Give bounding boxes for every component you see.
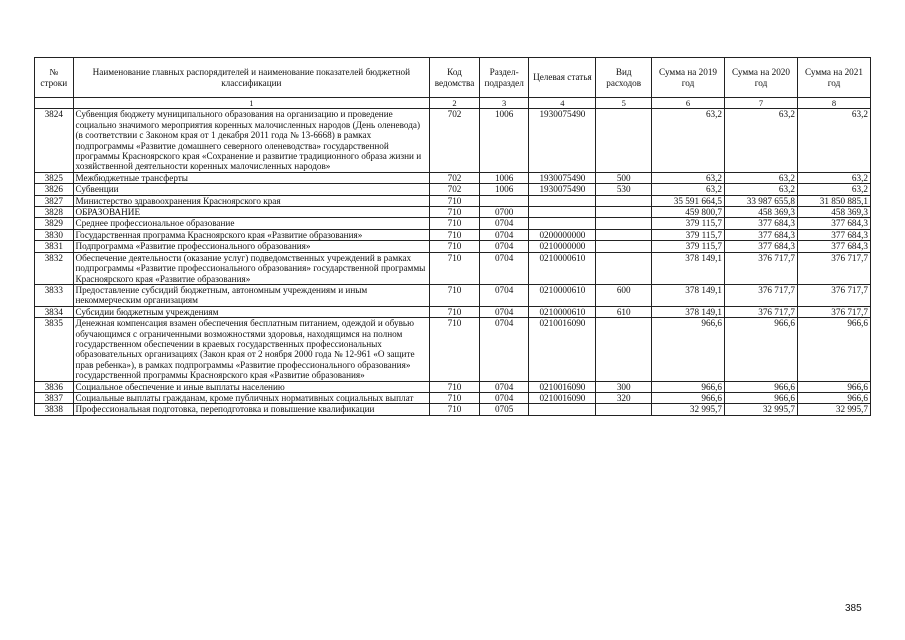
row-sum-2020: 966,6 xyxy=(725,381,798,392)
row-expense-kind xyxy=(596,229,652,240)
row-sum-2019: 379 115,7 xyxy=(652,241,725,252)
table-row xyxy=(35,404,871,415)
table-row xyxy=(35,392,871,403)
row-section: 0704 xyxy=(479,392,529,403)
header-name: Наименование главных распорядителей и наименование показателей бюджетной классификации xyxy=(73,58,430,98)
row-department-code: 710 xyxy=(430,218,480,229)
row-number: 3825 xyxy=(35,172,74,183)
row-section: 1006 xyxy=(479,172,529,183)
row-sum-2021: 63,2 xyxy=(797,172,870,183)
table-body xyxy=(35,109,871,415)
row-department-code: 702 xyxy=(430,172,480,183)
header-sum-2019: Сумма на 2019 год xyxy=(652,58,725,98)
row-expense-kind: 320 xyxy=(596,392,652,403)
row-section: 0704 xyxy=(479,284,529,306)
row-section: 1006 xyxy=(479,184,529,195)
row-sum-2020: 377 684,3 xyxy=(725,241,798,252)
row-name: Субвенции xyxy=(73,184,430,195)
row-name: Подпрограмма «Развитие профессионального образования» xyxy=(73,241,430,252)
row-sum-2020: 376 717,7 xyxy=(725,252,798,284)
row-target-article: 1930075490 xyxy=(529,109,596,172)
row-sum-2019: 63,2 xyxy=(652,172,725,183)
row-number: 3831 xyxy=(35,241,74,252)
row-sum-2019: 378 149,1 xyxy=(652,284,725,306)
row-section: 0700 xyxy=(479,207,529,218)
row-department-code: 710 xyxy=(430,392,480,403)
row-name: Министерство здравоохранения Красноярского края xyxy=(73,195,430,206)
row-name: ОБРАЗОВАНИЕ xyxy=(73,207,430,218)
row-name: Социальные выплаты гражданам, кроме публичных нормативных социальных выплат xyxy=(73,392,430,403)
row-sum-2021: 966,6 xyxy=(797,381,870,392)
row-section: 0705 xyxy=(479,404,529,415)
header-section: Раздел-подраздел xyxy=(479,58,529,98)
row-name: Социальное обеспечение и иные выплаты населению xyxy=(73,381,430,392)
row-sum-2020: 966,6 xyxy=(725,392,798,403)
table-row xyxy=(35,284,871,306)
row-name: Предоставление субсидий бюджетным, автономным учреждениям и иным некоммерческим организациям xyxy=(73,284,430,306)
row-expense-kind xyxy=(596,109,652,172)
row-sum-2019: 379 115,7 xyxy=(652,229,725,240)
row-sum-2020: 966,6 xyxy=(725,318,798,381)
row-department-code: 710 xyxy=(430,252,480,284)
row-department-code: 702 xyxy=(430,184,480,195)
row-sum-2020: 32 995,7 xyxy=(725,404,798,415)
row-section: 0704 xyxy=(479,306,529,317)
header-sum-2020: Сумма на 2020 год xyxy=(725,58,798,98)
row-sum-2019: 32 995,7 xyxy=(652,404,725,415)
row-section: 0704 xyxy=(479,381,529,392)
row-sum-2019: 966,6 xyxy=(652,381,725,392)
row-number: 3828 xyxy=(35,207,74,218)
row-expense-kind: 610 xyxy=(596,306,652,317)
row-target-article: 1930075490 xyxy=(529,184,596,195)
table-row xyxy=(35,195,871,206)
row-target-article xyxy=(529,404,596,415)
table-row xyxy=(35,109,871,172)
row-department-code: 702 xyxy=(430,109,480,172)
table-row xyxy=(35,207,871,218)
row-sum-2021: 966,6 xyxy=(797,318,870,381)
row-sum-2020: 376 717,7 xyxy=(725,306,798,317)
row-sum-2021: 63,2 xyxy=(797,184,870,195)
row-number: 3837 xyxy=(35,392,74,403)
header-row-number: № строки xyxy=(35,58,74,98)
row-sum-2019: 378 149,1 xyxy=(652,306,725,317)
row-sum-2019: 378 149,1 xyxy=(652,252,725,284)
table-row xyxy=(35,218,871,229)
row-name: Денежная компенсация взамен обеспечения бесплатным питанием, одеждой и обувью обучающимся с ограниченными возможностями здоровья, находящимся на полном государственном обеспечении в краевых государственных профессиональных образовательных организациях (Закон края от 2 ноября 2000 года № 12-961 «О защите прав ребенка»), в рамках подпрограммы «Развитие профессионального образования» государственной программы Красноярского края «Развитие образования» xyxy=(73,318,430,381)
row-sum-2019: 35 591 664,5 xyxy=(652,195,725,206)
column-number: 5 xyxy=(596,98,652,109)
table-header-row xyxy=(35,58,871,98)
table-row xyxy=(35,229,871,240)
row-section: 0704 xyxy=(479,241,529,252)
row-expense-kind xyxy=(596,207,652,218)
row-target-article: 0210000610 xyxy=(529,306,596,317)
row-sum-2019: 459 800,7 xyxy=(652,207,725,218)
row-sum-2019: 63,2 xyxy=(652,184,725,195)
row-target-article xyxy=(529,207,596,218)
row-number: 3833 xyxy=(35,284,74,306)
row-number: 3826 xyxy=(35,184,74,195)
row-section xyxy=(479,195,529,206)
row-department-code: 710 xyxy=(430,306,480,317)
row-sum-2021: 377 684,3 xyxy=(797,229,870,240)
row-sum-2019: 966,6 xyxy=(652,392,725,403)
row-target-article xyxy=(529,195,596,206)
row-sum-2021: 377 684,3 xyxy=(797,218,870,229)
row-name: Межбюджетные трансферты xyxy=(73,172,430,183)
row-sum-2021: 31 850 885,1 xyxy=(797,195,870,206)
row-target-article: 0210016090 xyxy=(529,392,596,403)
row-number: 3836 xyxy=(35,381,74,392)
row-number: 3832 xyxy=(35,252,74,284)
row-sum-2021: 376 717,7 xyxy=(797,252,870,284)
row-number: 3829 xyxy=(35,218,74,229)
row-department-code: 710 xyxy=(430,195,480,206)
row-section: 0704 xyxy=(479,229,529,240)
row-sum-2020: 63,2 xyxy=(725,172,798,183)
row-sum-2020: 63,2 xyxy=(725,184,798,195)
row-number: 3827 xyxy=(35,195,74,206)
row-section: 0704 xyxy=(479,318,529,381)
row-expense-kind: 500 xyxy=(596,172,652,183)
row-sum-2021: 376 717,7 xyxy=(797,284,870,306)
row-sum-2020: 377 684,3 xyxy=(725,229,798,240)
header-department-code: Код ведомства xyxy=(430,58,480,98)
row-sum-2020: 377 684,3 xyxy=(725,218,798,229)
column-number xyxy=(35,98,74,109)
column-number: 8 xyxy=(797,98,870,109)
column-number: 4 xyxy=(529,98,596,109)
row-expense-kind xyxy=(596,318,652,381)
table-row xyxy=(35,172,871,183)
header-target-article: Целевая статья xyxy=(529,58,596,98)
row-department-code: 710 xyxy=(430,318,480,381)
row-sum-2021: 966,6 xyxy=(797,392,870,403)
row-number: 3835 xyxy=(35,318,74,381)
row-expense-kind xyxy=(596,241,652,252)
column-number: 1 xyxy=(73,98,430,109)
row-department-code: 710 xyxy=(430,207,480,218)
page-number: 385 xyxy=(845,603,862,614)
row-sum-2021: 32 995,7 xyxy=(797,404,870,415)
row-target-article: 0200000000 xyxy=(529,229,596,240)
row-sum-2020: 63,2 xyxy=(725,109,798,172)
column-number: 6 xyxy=(652,98,725,109)
column-number: 3 xyxy=(479,98,529,109)
row-target-article: 1930075490 xyxy=(529,172,596,183)
row-expense-kind xyxy=(596,404,652,415)
row-sum-2021: 63,2 xyxy=(797,109,870,172)
row-expense-kind: 300 xyxy=(596,381,652,392)
row-expense-kind: 530 xyxy=(596,184,652,195)
row-sum-2019: 63,2 xyxy=(652,109,725,172)
row-target-article: 0210000000 xyxy=(529,241,596,252)
row-sum-2021: 377 684,3 xyxy=(797,241,870,252)
row-name: Государственная программа Красноярского края «Развитие образования» xyxy=(73,229,430,240)
table-row xyxy=(35,381,871,392)
row-section: 0704 xyxy=(479,218,529,229)
row-sum-2021: 458 369,3 xyxy=(797,207,870,218)
table-row xyxy=(35,252,871,284)
row-expense-kind xyxy=(596,252,652,284)
row-department-code: 710 xyxy=(430,404,480,415)
row-sum-2020: 33 987 655,8 xyxy=(725,195,798,206)
row-department-code: 710 xyxy=(430,381,480,392)
row-sum-2019: 379 115,7 xyxy=(652,218,725,229)
row-name: Профессиональная подготовка, переподготовка и повышение квалификации xyxy=(73,404,430,415)
table-row xyxy=(35,241,871,252)
row-sum-2020: 376 717,7 xyxy=(725,284,798,306)
row-name: Субсидии бюджетным учреждениям xyxy=(73,306,430,317)
header-expense-kind: Вид расходов xyxy=(596,58,652,98)
table-row xyxy=(35,184,871,195)
row-number: 3838 xyxy=(35,404,74,415)
row-section: 0704 xyxy=(479,252,529,284)
row-number: 3830 xyxy=(35,229,74,240)
row-name: Субвенция бюджету муниципального образования на организацию и проведение социально значимого мероприятия коренных малочисленных народов (День оленевода) (в соответствии с Законом края от 1 декабря 2011 года № 13-6668) в рамках подпрограммы «Развитие домашнего северного оленеводства» государственной программы Красноярского края «Сохранение и развитие традиционного образа жизни и хозяйственной деятельности коренных малочисленных народов» xyxy=(73,109,430,172)
row-sum-2021: 376 717,7 xyxy=(797,306,870,317)
row-target-article: 0210016090 xyxy=(529,318,596,381)
row-name: Обеспечение деятельности (оказание услуг) подведомственных учреждений в рамках подпрограммы «Развитие профессионального образования» государственной программы Красноярского края «Развитие образования» xyxy=(73,252,430,284)
header-sum-2021: Сумма на 2021 год xyxy=(797,58,870,98)
row-department-code: 710 xyxy=(430,241,480,252)
row-target-article: 0210000610 xyxy=(529,252,596,284)
row-sum-2020: 458 369,3 xyxy=(725,207,798,218)
row-number: 3824 xyxy=(35,109,74,172)
row-target-article: 0210016090 xyxy=(529,381,596,392)
table-row xyxy=(35,306,871,317)
row-department-code: 710 xyxy=(430,229,480,240)
row-target-article: 0210000610 xyxy=(529,284,596,306)
column-number-row xyxy=(35,98,871,109)
row-expense-kind: 600 xyxy=(596,284,652,306)
row-expense-kind xyxy=(596,195,652,206)
table-row xyxy=(35,318,871,381)
row-target-article xyxy=(529,218,596,229)
row-name: Среднее профессиональное образование xyxy=(73,218,430,229)
row-expense-kind xyxy=(596,218,652,229)
row-section: 1006 xyxy=(479,109,529,172)
column-number: 7 xyxy=(725,98,798,109)
row-department-code: 710 xyxy=(430,284,480,306)
column-number: 2 xyxy=(430,98,480,109)
row-number: 3834 xyxy=(35,306,74,317)
budget-table xyxy=(34,57,871,416)
row-sum-2019: 966,6 xyxy=(652,318,725,381)
